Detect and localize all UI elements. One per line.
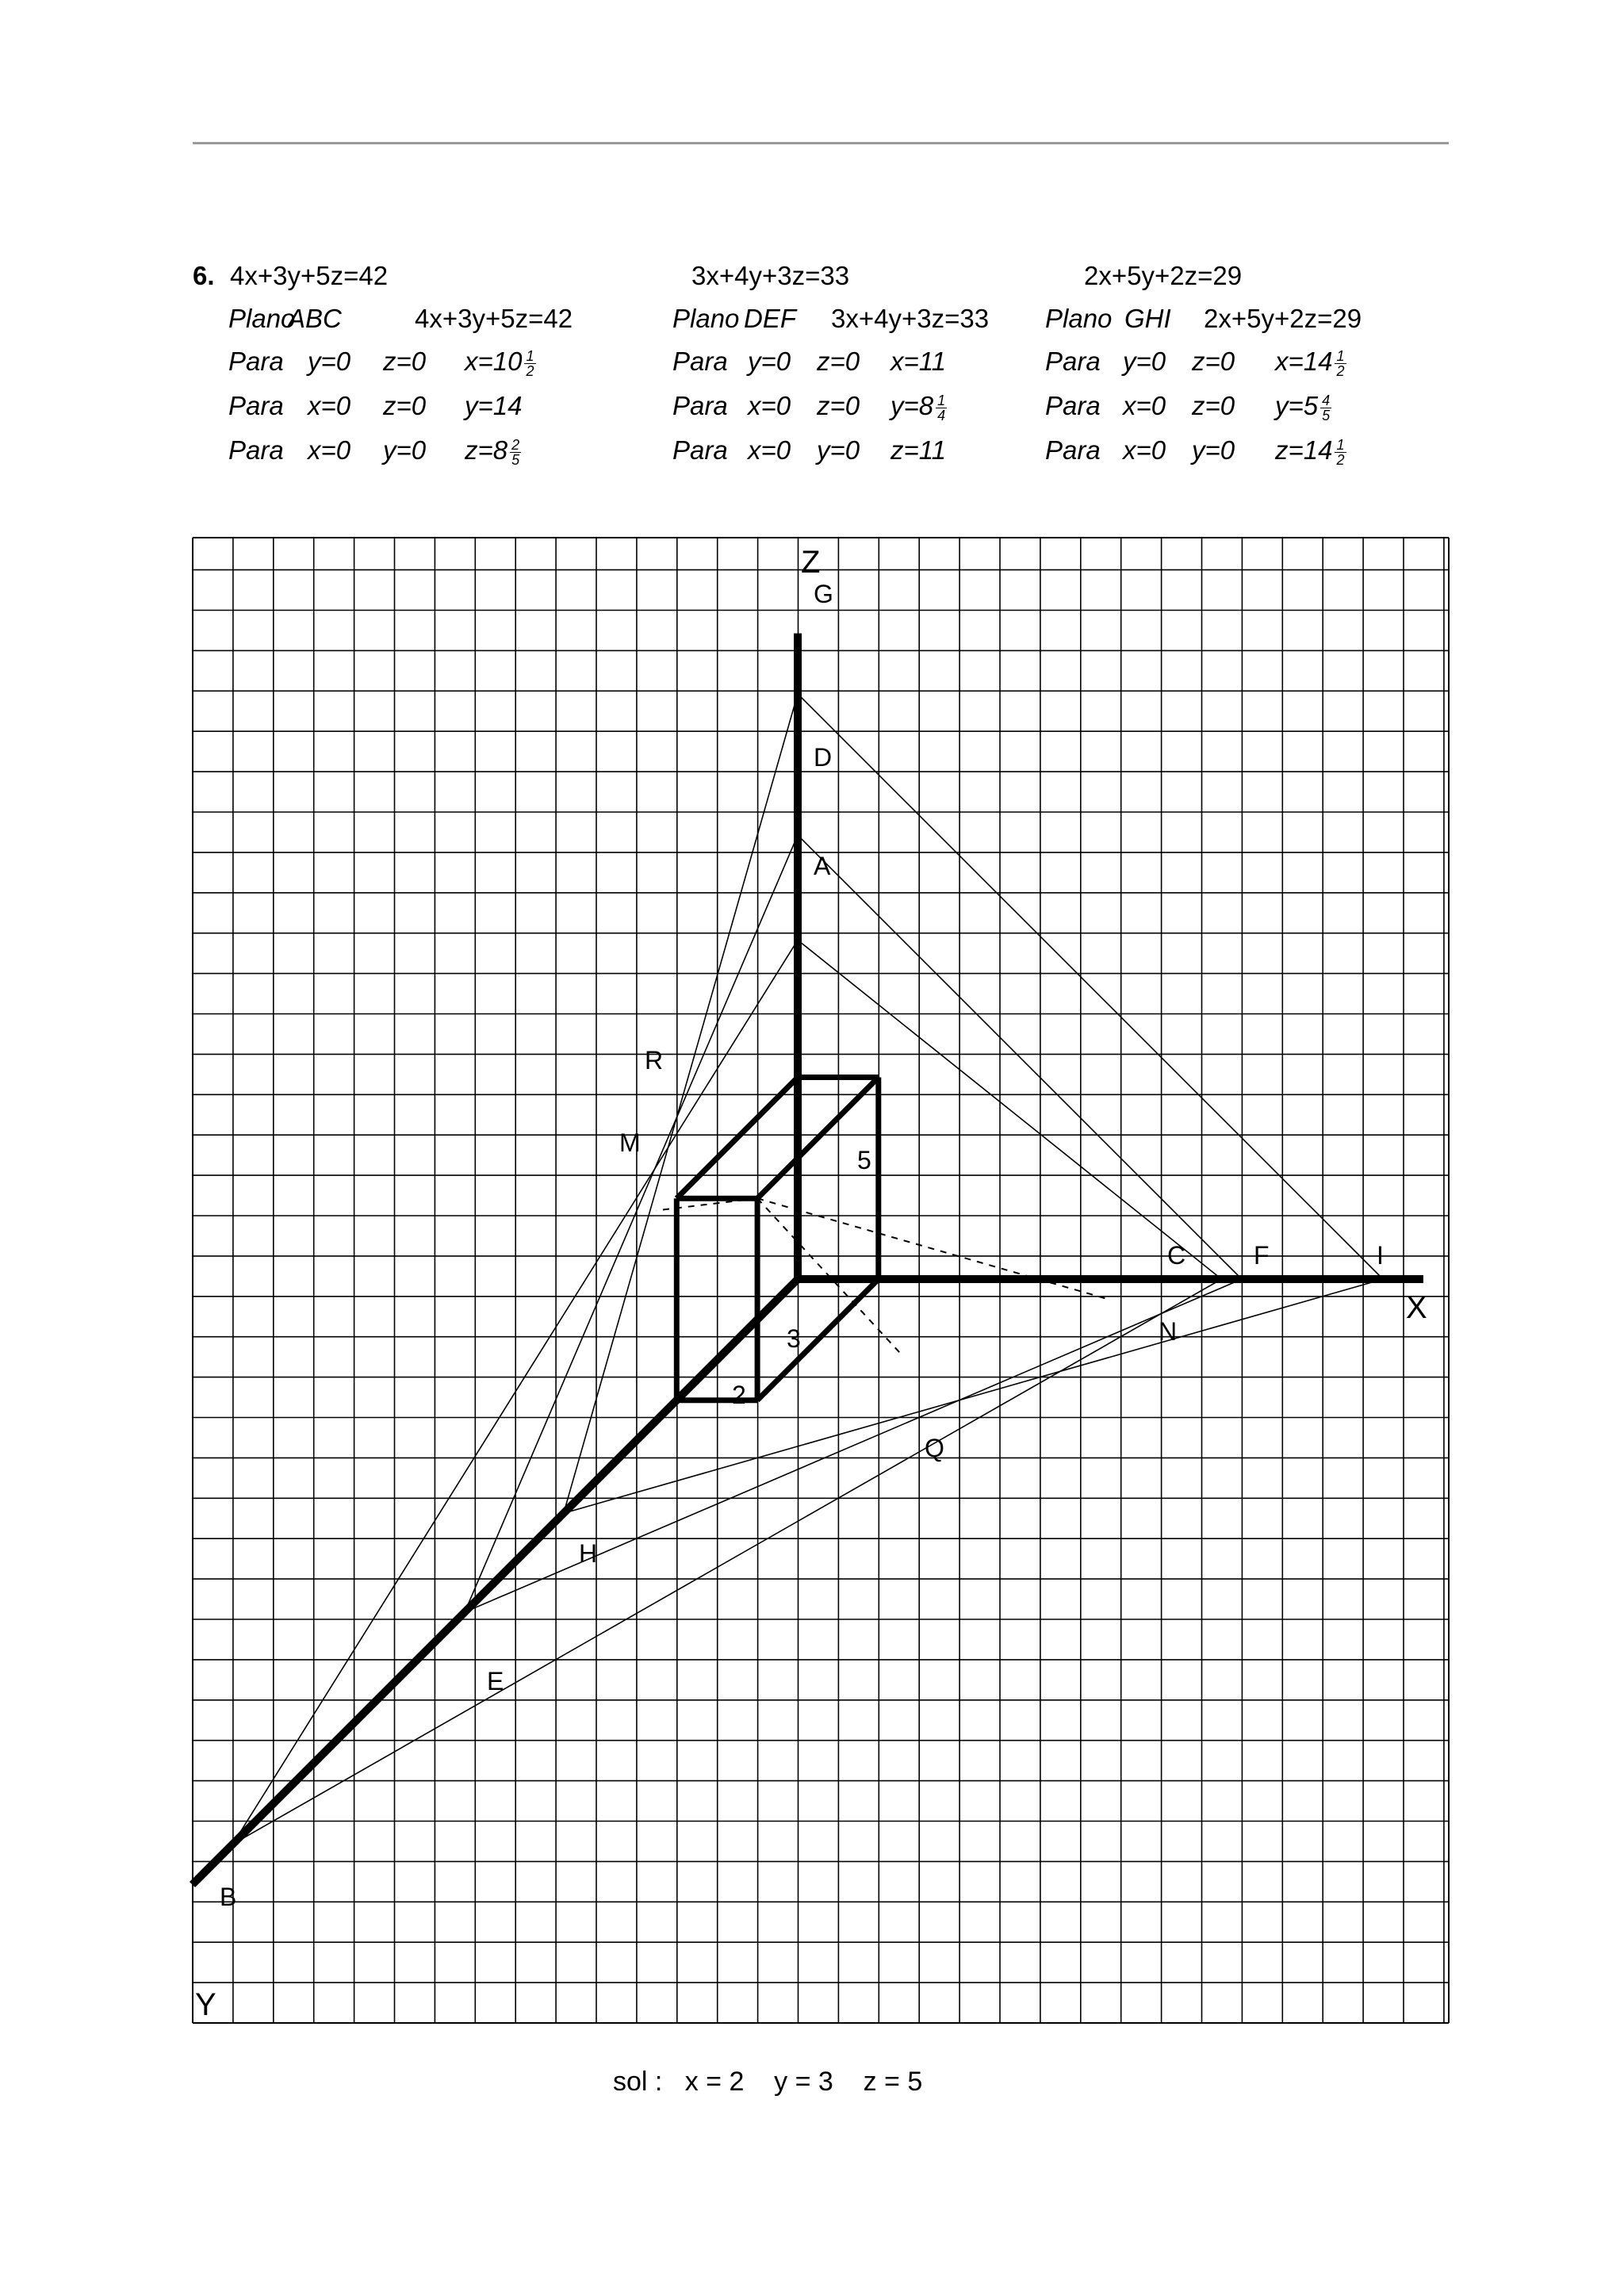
fraction-denominator: 2 bbox=[1336, 362, 1345, 379]
intercept-value: z=14 bbox=[1275, 435, 1333, 465]
para-label: Para bbox=[228, 435, 284, 465]
point-label-h: H bbox=[579, 1539, 598, 1568]
condition-2: z=0 bbox=[817, 347, 860, 376]
box-dimension-y: 3 bbox=[787, 1324, 801, 1353]
solution-box-edge bbox=[757, 1078, 879, 1199]
point-label-b: B bbox=[220, 1883, 237, 1911]
plane-def-trace bbox=[465, 835, 798, 1612]
plane-title: Plano bbox=[1045, 304, 1113, 333]
equation-1: 4x+3y+5z=42 bbox=[230, 261, 389, 290]
intercept-value: x=11 bbox=[891, 347, 947, 376]
equation-2: 3x+4y+3z=33 bbox=[691, 261, 850, 290]
fraction-denominator: 4 bbox=[937, 407, 946, 423]
point-label-c: C bbox=[1167, 1241, 1186, 1270]
condition-2: z=0 bbox=[1192, 391, 1235, 420]
fraction-denominator: 2 bbox=[526, 362, 534, 379]
problem-number: 6. bbox=[193, 261, 215, 290]
condition-2: z=0 bbox=[383, 391, 427, 420]
intercept-value: y=8 bbox=[891, 391, 934, 420]
y-axis-label: Y bbox=[195, 1987, 216, 2022]
fraction-numerator: 4 bbox=[1322, 392, 1331, 408]
plane-name: ABC bbox=[288, 304, 342, 333]
plane-name: DEF bbox=[744, 304, 796, 333]
plane-abc-trace bbox=[232, 1279, 1221, 1845]
fraction-numerator: 1 bbox=[937, 392, 946, 408]
condition-1: x=0 bbox=[1123, 435, 1166, 465]
intersection-line-dashed bbox=[757, 1198, 1109, 1299]
para-label: Para bbox=[1045, 347, 1101, 376]
solution-text: sol : x = 2 y = 3 z = 5 bbox=[613, 2067, 923, 2097]
intercept-value: y=14 bbox=[465, 391, 523, 420]
plane-equation: 3x+4y+3z=33 bbox=[831, 304, 990, 333]
intercept-value: x=14 bbox=[1275, 347, 1333, 376]
para-label: Para bbox=[672, 347, 728, 376]
plane-title: Plano bbox=[228, 304, 296, 333]
box-dimension-x: 2 bbox=[732, 1381, 746, 1409]
condition-2: z=0 bbox=[817, 391, 860, 420]
point-label-q: Q bbox=[925, 1434, 944, 1462]
condition-1: x=0 bbox=[748, 435, 791, 465]
fraction-denominator: 5 bbox=[511, 451, 520, 468]
condition-1: x=0 bbox=[748, 391, 791, 420]
point-label-m: M bbox=[619, 1128, 641, 1157]
plane-equation: 2x+5y+2z=29 bbox=[1204, 304, 1362, 333]
para-label: Para bbox=[672, 391, 728, 420]
condition-1: y=0 bbox=[1123, 347, 1166, 376]
point-label-a: A bbox=[814, 852, 831, 880]
solution-box-edge bbox=[676, 1078, 798, 1199]
point-label-n: N bbox=[1159, 1317, 1178, 1346]
para-label: Para bbox=[1045, 435, 1101, 465]
fraction-numerator: 1 bbox=[526, 347, 534, 364]
point-label-e: E bbox=[487, 1667, 504, 1695]
fraction-numerator: 1 bbox=[1336, 436, 1345, 453]
para-label: Para bbox=[1045, 391, 1101, 420]
equation-3: 2x+5y+2z=29 bbox=[1084, 261, 1243, 290]
condition-2: y=0 bbox=[1192, 435, 1235, 465]
condition-1: y=0 bbox=[748, 347, 791, 376]
condition-1: x=0 bbox=[308, 391, 351, 420]
para-label: Para bbox=[228, 391, 284, 420]
point-label-d: D bbox=[814, 743, 833, 772]
plane-ghi-trace bbox=[798, 694, 1383, 1279]
plane-equation: 4x+3y+5z=42 bbox=[415, 304, 573, 333]
plane-name: GHI bbox=[1124, 304, 1171, 333]
para-label: Para bbox=[228, 347, 284, 376]
condition-2: y=0 bbox=[817, 435, 860, 465]
plane-title: Plano bbox=[672, 304, 740, 333]
plane-def-trace bbox=[798, 835, 1242, 1279]
point-label-i: I bbox=[1377, 1241, 1384, 1270]
fraction-numerator: 2 bbox=[511, 436, 520, 453]
condition-1: x=0 bbox=[1123, 391, 1166, 420]
fraction-denominator: 2 bbox=[1336, 451, 1345, 468]
fraction-denominator: 5 bbox=[1322, 407, 1331, 423]
box-dimension-z: 5 bbox=[857, 1146, 871, 1174]
point-label-r: R bbox=[645, 1046, 664, 1075]
plane-abc-trace bbox=[798, 940, 1221, 1279]
plane-ghi-trace bbox=[564, 1279, 1383, 1513]
point-label-g: G bbox=[814, 580, 833, 608]
x-axis-label: X bbox=[1406, 1290, 1427, 1325]
condition-1: y=0 bbox=[308, 347, 351, 376]
condition-2: z=0 bbox=[1192, 347, 1235, 376]
condition-2: y=0 bbox=[383, 435, 427, 465]
fraction-numerator: 1 bbox=[1336, 347, 1345, 364]
plane-ghi-trace bbox=[564, 694, 798, 1513]
point-label-f: F bbox=[1254, 1241, 1270, 1270]
intercept-value: y=5 bbox=[1275, 391, 1319, 420]
intercept-value: x=10 bbox=[465, 347, 523, 376]
para-label: Para bbox=[672, 435, 728, 465]
condition-1: x=0 bbox=[308, 435, 351, 465]
intercept-value: z=11 bbox=[891, 435, 947, 465]
y-axis bbox=[193, 1279, 799, 1885]
condition-2: z=0 bbox=[383, 347, 427, 376]
z-axis-label: Z bbox=[801, 545, 821, 580]
intercept-value: z=8 bbox=[465, 435, 508, 465]
